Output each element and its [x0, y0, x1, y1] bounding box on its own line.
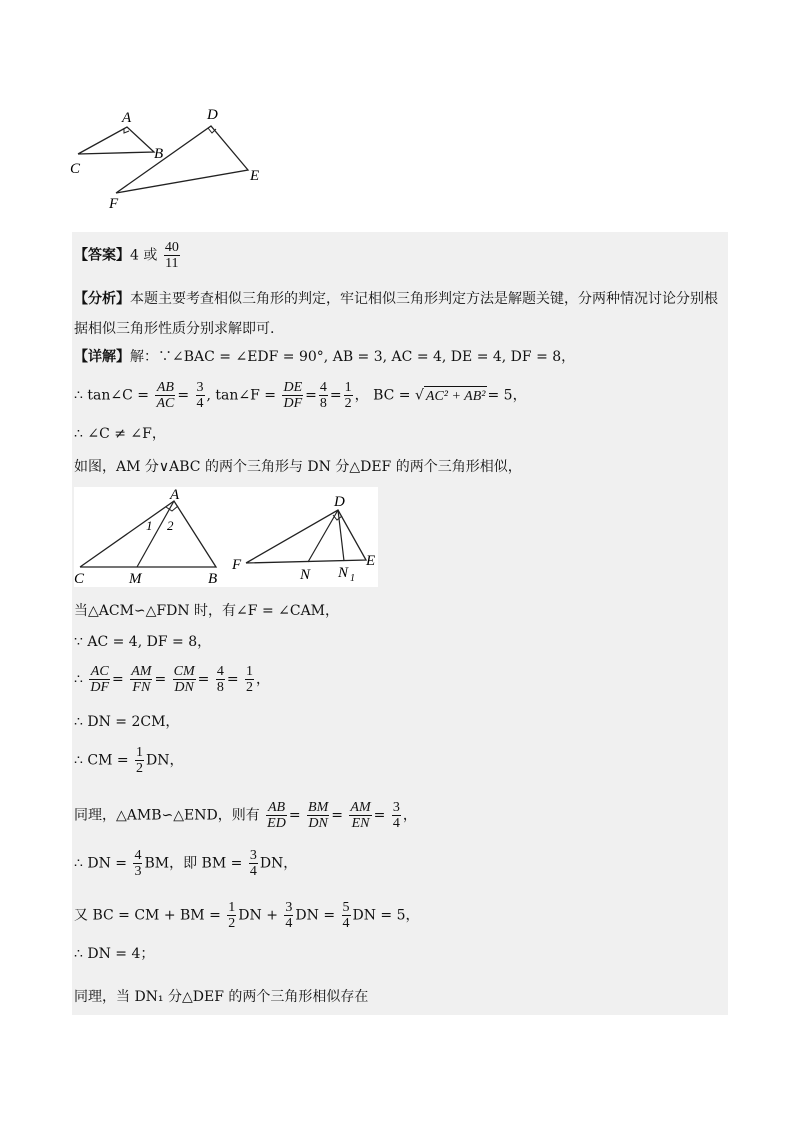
analysis-line-1: 【分析】本题主要考查相似三角形的判定，牢记相似三角形判定方法是解题关键，分两种情况讨论分别根 [74, 291, 718, 307]
detail-line-7: ∴ $\frac{AC}{DF}$ = $\frac{AM}{FN}$ = $\frac{CM}{DN}$ = $\frac{4}{8}$ = $\frac{1}{2}$ ， [74, 664, 271, 695]
mid-label-f: F [232, 557, 242, 573]
detail-line-3: ∴ ∠C ≠ ∠F， [74, 426, 166, 442]
mid-label-n: N [300, 567, 311, 583]
answer-label: 【答案】 [74, 247, 130, 264]
detail-line-10: 同理，△AMB∽△END，则有 $\frac{AB}{ED}$ = $\frac{BM}{DN}$ = $\frac{AM}{EN}$ = $\frac{3}{4}$ ， [74, 800, 417, 831]
detail-line-13: ∴ DN = 4； [74, 946, 155, 962]
detail-line-1: 【详解】解：∵∠BAC = ∠EDF = 90°, AB = 3, AC = 4, DE = 4, DF = 8， [74, 349, 576, 365]
mid-label-n1-sub: 1 [350, 573, 355, 584]
label-d: D [207, 107, 218, 123]
detail-line-11: ∴ DN = $\frac{4}{3}$ BM，即 BM = $\frac{3}{4}$ DN， [74, 848, 298, 879]
detail-label: 【详解】 [74, 349, 130, 365]
detail-line-12: 又 BC = CM + BM = $\frac{1}{2}$ DN + $\frac{3}{4}$ DN = $\frac{5}{4}$ DN = 5， [74, 900, 420, 931]
answer-values: 4 或 [130, 247, 158, 264]
triangle-figure-middle [74, 487, 378, 587]
label-c: C [70, 161, 81, 177]
mid-label-a: A [170, 487, 180, 503]
answer-line [74, 240, 182, 271]
mid-label-m: M [129, 571, 142, 587]
mid-label-1: 1 [146, 518, 153, 533]
answer-fraction: $\frac{40}{11}$ [164, 240, 179, 271]
mid-label-d: D [334, 494, 345, 510]
detail-line-2: ∴ tan∠C = $\frac{AB}{AC}$ = $\frac{3}{4}$ , tan∠F = $\frac{DE}{DF}$ = $\frac{4}{8}$ = $\frac{1}{2}$ ， BC = √ AC² + AB² = 5， [74, 380, 527, 411]
detail-line-5: 当△ACM∽△FDN 时，有∠F = ∠CAM， [74, 603, 340, 619]
detail-line-14: 同理，当 DN₁ 分△DEF 的两个三角形相似存在 [74, 989, 369, 1005]
mid-label-2: 2 [167, 518, 174, 533]
detail-line-9: ∴ CM = $\frac{1}{2}$ DN， [74, 745, 184, 776]
mid-label-b: B [208, 571, 218, 587]
analysis-line-2: 据相似三角形性质分别求解即可. [74, 321, 275, 337]
detail-line-4: 如图，AM 分∨ABC 的两个三角形与 DN 分△DEF 的两个三角形相似， [74, 459, 522, 475]
triangle-figure-top [60, 100, 280, 215]
detail-line-6: ∵ AC = 4, DF = 8， [74, 634, 212, 650]
analysis-label: 【分析】 [74, 291, 130, 307]
label-f: F [109, 196, 119, 212]
mid-label-c: C [74, 571, 85, 587]
detail-line-8: ∴ DN = 2CM， [74, 714, 180, 730]
mid-label-e: E [366, 553, 376, 569]
label-b: B [154, 146, 164, 162]
label-e: E [250, 168, 260, 184]
mid-label-n1: N [338, 565, 349, 581]
label-a: A [122, 110, 132, 126]
